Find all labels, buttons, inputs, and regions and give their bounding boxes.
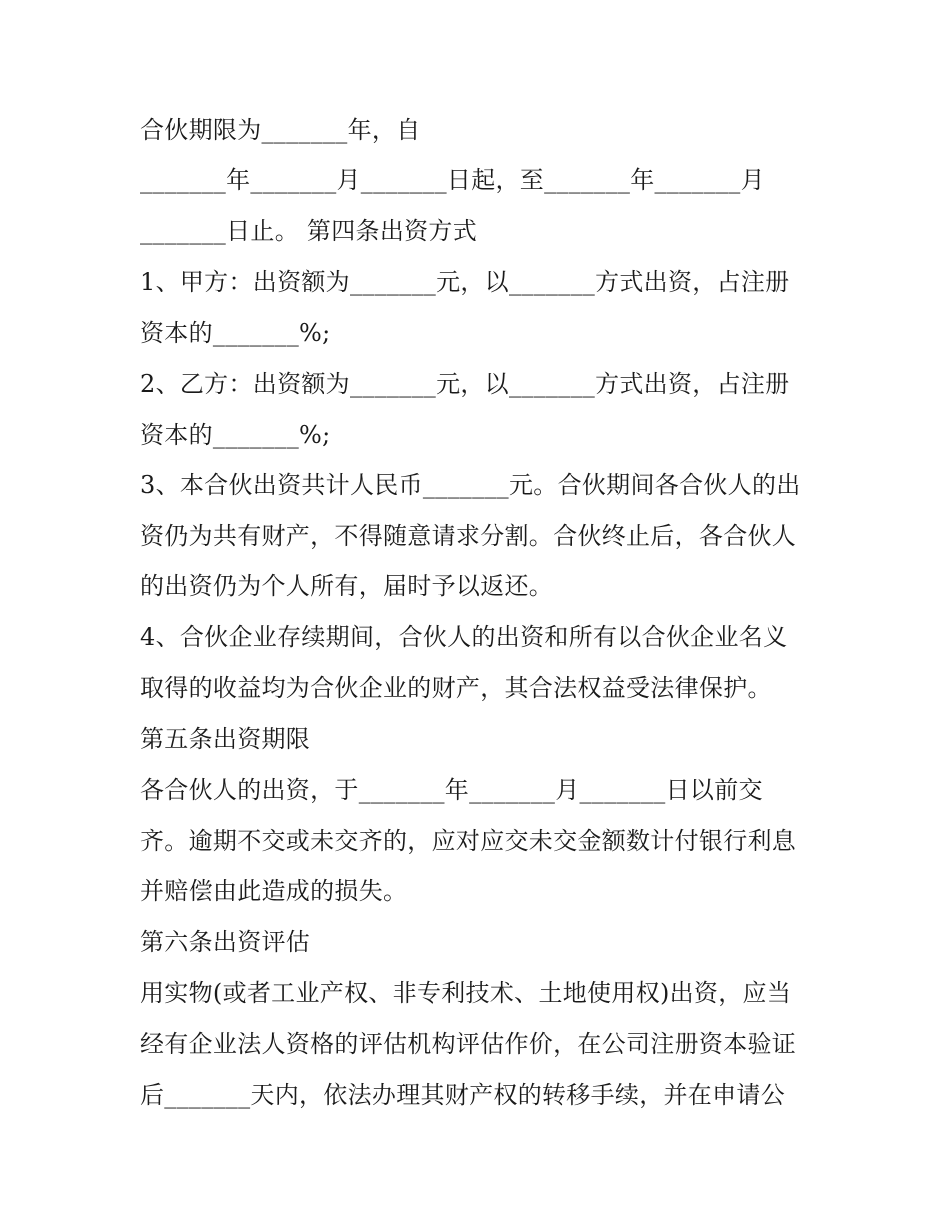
text-line: _______日止。 第四条出资方式 <box>140 217 478 245</box>
text-line: 资本的_______%; <box>140 319 331 347</box>
text-line: 后_______天内，依法办理其财产权的转移手续，并在申请公 <box>140 1081 785 1109</box>
text-line: 齐。逾期不交或未交齐的，应对应交未交金额数计付银行利息 <box>140 827 797 855</box>
section-heading: 第六条出资评估 <box>140 928 311 956</box>
text-line: 经有企业法人资格的评估机构评估作价，在公司注册资本验证 <box>140 1030 797 1058</box>
text-line: 各合伙人的出资，于_______年_______月_______日以前交 <box>140 776 763 804</box>
text-line: 2、乙方：出资额为_______元，以_______方式出资，占注册 <box>140 370 790 398</box>
text-line: 1、甲方：出资额为_______元，以_______方式出资，占注册 <box>140 268 790 296</box>
text-line: 资本的_______%; <box>140 421 331 449</box>
text-line: 3、本合伙出资共计人民币_______元。合伙期间各合伙人的出 <box>140 471 801 499</box>
text-line: 4、合伙企业存续期间，合伙人的出资和所有以合伙企业名义 <box>140 623 788 651</box>
text-line: 并赔偿由此造成的损失。 <box>140 877 408 905</box>
section-heading: 第五条出资期限 <box>140 725 311 753</box>
text-line: 取得的收益均为合伙企业的财产，其合法权益受法律保护。 <box>140 674 772 702</box>
text-line: 合伙期限为_______年，自 <box>140 116 421 144</box>
text-line: 的出资仍为个人所有，届时予以返还。 <box>140 572 554 600</box>
text-line: 用实物(或者工业产权、非专利技术、土地使用权)出资，应当 <box>140 979 792 1007</box>
text-line: 资仍为共有财产，不得随意请求分割。合伙终止后，各合伙人 <box>140 522 797 550</box>
text-line: _______年_______月_______日起，至_______年_______月 <box>140 166 765 194</box>
